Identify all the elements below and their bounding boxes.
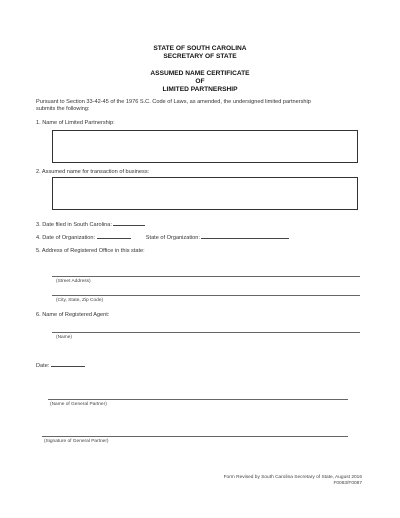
date-filed-field[interactable] xyxy=(113,225,145,226)
date-row xyxy=(36,363,85,370)
item3-row xyxy=(36,222,145,229)
item4-row xyxy=(36,235,289,242)
intro-line1: Pursuant to Section 33-42-45 of the 1976 S.C. Code of Laws, as amended, the undersigned limited partnership xyxy=(36,99,311,105)
assumed-name-field[interactable] xyxy=(52,177,358,210)
item4-state-label: State of Organization: xyxy=(145,235,200,241)
state-of-organization-field[interactable] xyxy=(201,238,289,239)
general-partner-name-caption: (Name of General Partner) xyxy=(50,402,107,407)
street-address-caption: (Street Address) xyxy=(56,279,91,284)
form-code: F0083/F0087 xyxy=(333,481,362,486)
header-office: SECRETARY OF STATE xyxy=(163,53,237,60)
item4-date-label: 4. Date of Organization: xyxy=(36,235,96,241)
general-partner-name-line[interactable] xyxy=(48,399,348,400)
limited-partnership-name-field[interactable] xyxy=(52,130,358,163)
item5-label: 5. Address of Registered Office in this state: xyxy=(36,248,145,254)
general-partner-signature-caption: (Signature of General Partner) xyxy=(44,439,109,444)
item6-label: 6. Name of Registered Agent: xyxy=(36,312,110,318)
city-state-zip-line[interactable] xyxy=(52,295,360,296)
date-of-organization-field[interactable] xyxy=(97,238,131,239)
registered-agent-line[interactable] xyxy=(52,332,360,333)
item3-label: 3. Date filed in South Carolina: xyxy=(36,222,112,228)
header-state: STATE OF SOUTH CAROLINA xyxy=(153,45,247,52)
item2-label: 2. Assumed name for transaction of business: xyxy=(36,169,150,175)
registered-agent-caption: (Name) xyxy=(56,335,72,340)
form-title-line2: OF xyxy=(195,78,205,85)
street-address-line[interactable] xyxy=(52,276,360,277)
intro-line2: submits the following: xyxy=(36,106,90,112)
signature-date-field[interactable] xyxy=(51,366,85,367)
form-revision-note: Form Revised by South Carolina Secretary of State, August 2016 xyxy=(223,475,362,480)
city-state-zip-caption: (City, State, Zip Code) xyxy=(56,298,104,303)
item1-label: 1. Name of Limited Partnership: xyxy=(36,120,115,126)
general-partner-signature-line[interactable] xyxy=(42,436,348,437)
form-title-line3: LIMITED PARTNERSHIP xyxy=(162,86,238,93)
form-title-line1: ASSUMED NAME CERTIFICATE xyxy=(150,70,250,77)
date-label: Date: xyxy=(36,363,50,369)
